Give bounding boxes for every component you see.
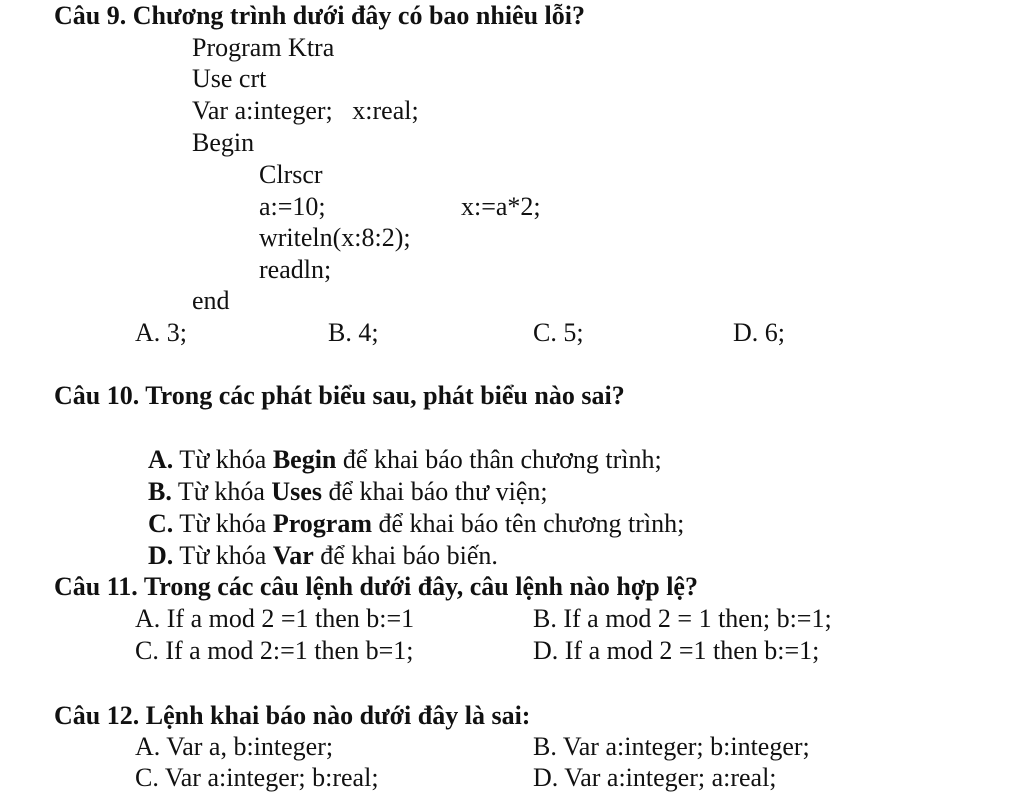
q11-option-d[interactable]: D. If a mod 2 =1 then b:=1; [533,636,820,665]
q10-option-d[interactable] [135,508,498,572]
q12-title: Câu 12. Lệnh khai báo nào dưới đây là sai: [54,701,531,730]
q9-code-line-3: Var a:integer; x:real; [192,96,419,125]
q9-code-line-2: Use crt [192,64,267,93]
q9-code-line-4: Begin [192,128,255,157]
q10-option-b-letter: B. [148,477,172,506]
q10-option-a-keyword: Begin [272,445,337,474]
q9-code-line-6a: a:=10; [259,192,326,221]
q10-option-a-pre: Từ khóa [173,445,273,474]
q9-code-line-6b: x:=a*2; [461,192,541,221]
q12-option-d[interactable]: D. Var a:integer; a:real; [533,763,777,792]
q12-option-b[interactable]: B. Var a:integer; b:integer; [533,732,810,761]
q10-option-a-post: để khai báo thân chương trình; [336,445,662,474]
q12-option-c[interactable]: C. Var a:integer; b:real; [135,763,379,792]
q10-option-b-post: để khai báo thư viện; [321,477,548,506]
q9-option-c[interactable]: C. 5; [533,318,584,347]
q9-option-d[interactable]: D. 6; [733,318,785,347]
q10-option-d-post: để khai báo biến. [313,541,498,570]
q9-option-b[interactable]: B. 4; [328,318,379,347]
q10-option-b-keyword: Uses [271,477,322,506]
q9-option-a[interactable]: A. 3; [135,318,187,347]
q10-title: Câu 10. Trong các phát biểu sau, phát biểu nào sai? [54,381,625,410]
q12-option-a[interactable]: A. Var a, b:integer; [135,732,334,761]
q10-option-c-pre: Từ khóa [173,509,273,538]
q10-option-d-keyword: Var [272,541,314,570]
q9-code-line-9: end [192,286,230,315]
q9-code-line-1: Program Ktra [192,33,335,62]
q10-option-c-letter: C. [148,509,174,538]
q10-option-d-letter: D. [148,541,174,570]
q9-code-line-7: writeln(x:8:2); [259,223,411,252]
q10-option-b-pre: Từ khóa [171,477,272,506]
q10-option-c-post: để khai báo tên chương trình; [371,509,685,538]
q10-option-c-keyword: Program [272,509,372,538]
q9-code-line-8: readln; [259,255,332,284]
q10-option-a-letter: A. [148,445,174,474]
q11-option-b[interactable]: B. If a mod 2 = 1 then; b:=1; [533,604,832,633]
q10-option-d-pre: Từ khóa [173,541,273,570]
q11-option-a[interactable]: A. If a mod 2 =1 then b:=1 [135,604,415,633]
q11-title: Câu 11. Trong các câu lệnh dưới đây, câu lệnh nào hợp lệ? [54,572,698,601]
q9-title: Câu 9. Chương trình dưới đây có bao nhiêu lỗi? [54,1,586,30]
q9-code-line-5: Clrscr [259,160,323,189]
q11-option-c[interactable]: C. If a mod 2:=1 then b=1; [135,636,414,665]
